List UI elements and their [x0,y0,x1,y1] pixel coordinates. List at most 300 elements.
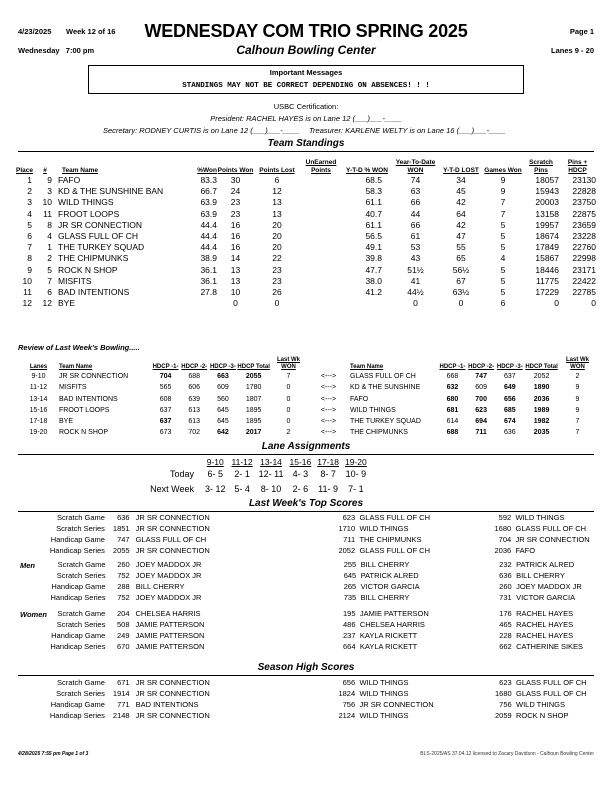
col-points-won: Points Won [217,167,254,174]
standings-cell-pins-hdcp: 23130 [572,175,596,185]
review-cell-opponent-name: FAFO [349,395,369,403]
review-col-vs [307,354,350,371]
review-col-g2-2: HDCP -2- [468,364,495,370]
review-cell-vs-arrow: <---> [320,395,337,403]
score-value-2: 623 [342,513,356,522]
review-cell-total: 2017 [245,429,262,437]
standings-cell-ytd-won: 43 [410,253,421,264]
score-value-1: 671 [117,678,130,687]
standings-cell-games-won: 5 [500,287,506,298]
review-cell-lanes: 19-20 [29,429,48,437]
score-value-3: 1680 [494,524,512,533]
standings-cell-team-number: 1 [47,242,52,253]
score-name-1: JOEY MADDOX JR [135,571,202,580]
standings-cell-pins-hdcp: 23750 [572,197,596,208]
score-value-2: 645 [343,571,357,580]
review-cell-vs-arrow: <---> [320,418,337,426]
standings-cell-scratch-pins: 13158 [535,208,559,219]
secretary-line: Secretary: RODNEY CURTIS is on Lane 12 (___)___-____ [103,126,300,135]
standings-cell-points-lost: 20 [272,231,282,242]
score-category: Scratch Game [56,678,105,687]
lane-assignment-matchup: 6- 5 [207,469,224,479]
score-value-1: 204 [117,609,130,618]
standings-cell-games-won: 6 [500,298,506,309]
standings-row [16,276,596,287]
review-col-g1-2: HDCP -1- [439,364,466,370]
standings-cell-points-won: 30 [230,175,241,185]
lane-assignment-label: Next Week [150,484,194,494]
score-value-3: 2059 [494,711,512,720]
standings-cell-ytd-lost: 42 [456,219,466,230]
standings-cell-games-won: 9 [500,175,506,185]
score-value-1: 771 [117,700,130,709]
score-category: Handicap Series [49,711,105,720]
standings-row [16,220,596,231]
score-row [18,592,612,603]
review-row [18,382,596,393]
review-cell-opponent-name: GLASS FULL OF CH [349,373,416,380]
score-value-2: 756 [342,700,356,709]
lane-assignment-matchup: 2- 1 [234,469,250,479]
standings-cell-pct-won: 38.9 [200,253,217,264]
standings-cell-pct-won: 36.1 [200,264,217,275]
lane-assignment-matchup: 10- 9 [345,469,367,479]
standings-cell-pct-won: 63.9 [200,208,217,219]
col-place: Place [16,167,33,174]
standings-cell-points-lost: 23 [272,264,282,275]
score-value-2: 237 [343,631,356,640]
score-row [18,677,612,688]
score-name-1: CHELSEA HARRIS [135,609,201,618]
league-title: WEDNESDAY COM TRIO SPRING 2025 [144,21,468,41]
standings-cell-ytd-won: 61 [410,231,421,242]
review-cell-opp-total: 1982 [533,418,550,426]
standings-cell-place: 12 [22,298,32,309]
standings-cell-pins-hdcp: 23659 [572,219,596,230]
lane-pair-header: 17-18 [317,457,339,467]
lane-assignment-matchup: 11- 9 [318,484,339,494]
review-col-total: HDCP Total [237,364,270,370]
review-cell-game-3: 642 [217,429,229,437]
standings-cell-pct-won: 66.7 [200,186,217,197]
score-name-3: FAFO [515,546,536,555]
score-value-2: 255 [343,560,357,569]
review-cell-opponent-name: THE CHIPMUNKS [349,429,408,437]
review-col-won-2: Last Wk WON [565,357,589,370]
standings-cell-ytd-pct: 61.1 [365,219,382,230]
standings-cell-scratch-pins: 15943 [535,186,559,197]
review-cell-opp-game-2: 694 [475,418,487,426]
messages-heading: Important Messages [269,68,343,77]
score-name-1: JR SR CONNECTION [135,513,210,522]
standings-cell-scratch-pins: 17229 [535,287,559,298]
standings-cell-ytd-pct: 39.8 [365,253,382,264]
standings-cell-games-won: 7 [500,197,506,208]
review-cell-team-name: BAD INTENTIONS [58,395,118,403]
standings-cell-pins-hdcp: 22760 [572,242,596,253]
score-value-1: 260 [117,560,130,569]
review-cell-opp-game-1: 681 [446,406,459,414]
score-name-1: GLASS FULL OF CH [135,535,207,544]
score-value-2: 265 [343,582,357,591]
score-value-2: 656 [342,678,356,687]
score-name-1: JAMIE PATTERSON [135,631,205,640]
standings-row [16,175,596,186]
review-cell-opponent-name: THE TURKEY SQUAD [349,418,421,426]
score-name-2: BILL CHERRY [360,593,410,602]
lane-assignment-matchup: 12- 11 [258,469,284,479]
standings-cell-points-lost: 20 [272,242,282,253]
standings-cell-unearned-points [300,209,342,220]
review-cell-lanes: 11-12 [29,384,48,392]
score-category: Handicap Series [49,546,105,555]
standings-cell-ytd-won: 74 [410,175,421,185]
review-table [18,354,596,439]
review-cell-opp-won: 9 [575,384,580,392]
review-cell-total: 2055 [245,373,262,380]
review-col-won: Last Wk WON [276,357,300,370]
top-scores-men-table [18,559,612,603]
standings-cell-unearned-points [300,287,342,298]
standings-cell-ytd-lost: 55 [456,242,466,253]
standings-row [16,197,596,208]
review-cell-game-2: 639 [188,395,201,403]
standings-cell-pins-hdcp: 22828 [572,186,596,197]
score-category: Scratch Series [56,689,105,698]
score-value-2: 195 [343,609,356,618]
standings-cell-games-won: 5 [500,231,506,242]
review-cell-opp-game-3: 685 [503,406,516,414]
score-value-1: 249 [117,631,130,640]
score-name-2: KAYLA RICKETT [359,642,418,651]
score-row [18,688,612,699]
score-name-2: GLASS FULL OF CH [359,513,431,522]
score-value-3: 176 [499,609,512,618]
score-category: Scratch Game [57,609,106,618]
standings-cell-ytd-won: 66 [410,197,421,208]
standings-cell-pct-won: 44.4 [200,231,217,242]
score-value-3: 232 [499,560,512,569]
review-cell-team-name: BYE [58,418,73,426]
standings-cell-ytd-pct: 68.5 [365,175,382,185]
lane-assignment-matchup: 8- 7 [320,469,336,479]
review-cell-opp-game-3: 656 [503,395,516,403]
standings-cell-unearned-points [300,197,342,208]
standings-cell-points-won: 13 [230,275,241,286]
lanes-range: Lanes 9 - 20 [551,46,594,55]
standings-cell-team-number: 8 [47,219,52,230]
lane-assignment-matchup: 5- 4 [234,484,250,494]
score-row [18,581,612,592]
review-cell-total: 1780 [245,384,262,392]
score-value-3: 2036 [494,546,512,555]
review-cell-won: 0 [286,384,291,392]
lane-pair-header: 9-10 [206,457,224,467]
score-name-2: PATRICK ALRED [360,571,419,580]
standings-cell-team-number: 5 [47,264,52,275]
score-name-3: RACHEL HAYES [516,631,574,640]
score-name-3: RACHEL HAYES [516,609,574,618]
score-name-2: WILD THINGS [359,524,409,533]
standings-cell-pins-hdcp: 23228 [572,231,596,242]
score-value-2: 664 [343,642,356,651]
score-value-1: 508 [117,620,130,629]
standings-cell-pins-hdcp: 22998 [572,253,596,264]
standings-cell-points-lost: 23 [272,275,282,286]
review-cell-opp-game-3: 636 [503,429,516,437]
review-cell-opp-game-1: 680 [446,395,459,403]
score-category: Handicap Game [50,535,105,544]
standings-cell-scratch-pins: 18057 [535,175,559,185]
score-name-3: JR SR CONNECTION [515,535,590,544]
standings-cell-scratch-pins: 11775 [535,275,559,286]
review-cell-opp-game-3: 649 [503,384,516,392]
review-cell-won: 0 [286,418,291,426]
review-cell-game-1: 637 [159,406,172,414]
standings-cell-pins-hdcp: 22422 [572,275,596,286]
score-category: Scratch Series [56,524,105,533]
score-name-3: GLASS FULL OF CH [515,524,587,533]
review-cell-lanes: 15-16 [29,406,48,414]
score-name-3: BILL CHERRY [516,571,565,580]
review-cell-team-name: MISFITS [58,384,87,392]
review-cell-team-name: ROCK N SHOP [58,429,108,437]
standings-cell-scratch-pins: 17849 [535,242,559,253]
standings-cell-place: 10 [22,275,32,286]
important-messages-box [88,65,524,94]
review-cell-lanes: 9-10 [31,373,46,380]
standings-cell-unearned-points [300,231,342,242]
treasurer-line: Treasurer: KARLENE WELTY is on Lane 16 (___)___-____ [309,126,506,135]
standings-cell-unearned-points [300,242,342,253]
standings-cell-place: 4 [27,208,32,219]
score-name-3: WILD THINGS [515,513,565,522]
score-category: Handicap Series [50,593,106,602]
review-cell-opp-won: 9 [575,406,580,414]
review-cell-won: 7 [286,373,291,380]
standings-cell-team-name: THE TURKEY SQUAD [58,242,145,253]
lane-assignment-matchup: 8- 10 [260,484,282,494]
standings-cell-points-won: 16 [230,242,241,253]
standings-cell-points-won: 10 [230,287,241,298]
standings-cell-team-name: JR SR CONNECTION [58,219,143,230]
standings-cell-scratch-pins: 0 [554,298,559,309]
review-cell-won: 0 [286,395,291,403]
score-name-1: JR SR CONNECTION [135,546,210,555]
standings-cell-pct-won: 63.9 [200,197,217,208]
standings-cell-team-name: BYE [58,298,76,309]
standings-cell-ytd-pct: 49.1 [365,242,382,253]
col-pins-hdcp: Pins + HDCP [567,159,588,174]
standings-cell-games-won: 5 [500,264,506,275]
review-cell-opp-game-1: 632 [446,384,459,392]
review-cell-opp-total: 1890 [533,384,550,392]
review-cell-opp-game-2: 747 [475,373,487,380]
standings-row [16,265,596,276]
lane-pair-header: 15-16 [289,457,312,467]
standings-cell-games-won: 9 [500,186,506,197]
score-value-1: 752 [117,593,130,602]
score-name-1: JR SR CONNECTION [135,524,210,533]
score-value-2: 711 [343,535,356,544]
standings-cell-place: 6 [27,231,32,242]
standings-cell-points-won: 23 [230,197,241,208]
certification-heading: USBC Certification: [273,102,339,111]
president-line: President: RACHEL HAYES is on Lane 12 (___)___-____ [210,114,402,123]
review-cell-game-2: 688 [188,373,201,380]
standings-cell-points-won: 24 [230,186,241,197]
score-value-1: 1851 [112,524,130,533]
score-value-3: 592 [498,513,512,522]
standings-cell-ytd-lost: 56½ [452,264,470,275]
score-value-2: 1824 [338,689,356,698]
score-value-3: 623 [499,678,512,687]
score-name-1: JAMIE PATTERSON [135,642,205,651]
score-name-2: WILD THINGS [359,711,409,720]
standings-cell-team-number: 11 [43,208,52,219]
standings-title: Team Standings [267,138,345,149]
score-name-2: GLASS FULL OF CH [359,546,431,555]
footer-license: BLS-2025/AS 37.04.12 licensed to Zacary Davidson - Calhoun Bowling Center [420,751,594,757]
review-cell-game-3: 663 [217,373,229,380]
lane-assignment-matchup: 2- 6 [292,484,309,494]
standings-cell-points-won: 23 [230,208,241,219]
score-row [18,559,612,570]
score-name-3: JOEY MADDOX JR [516,582,582,591]
review-col-g2: HDCP -2- [181,364,208,370]
score-name-2: THE CHIPMUNKS [359,535,422,544]
review-cell-vs-arrow: <---> [320,406,337,414]
review-cell-opp-game-3: 637 [503,373,516,380]
standings-cell-team-number: 6 [47,287,52,298]
standings-cell-team-name: GLASS FULL OF CH [58,231,138,242]
standings-cell-points-won: 16 [230,219,241,230]
review-row [18,394,596,405]
standings-cell-ytd-lost: 64 [456,208,466,219]
standings-cell-team-number: 12 [42,298,52,309]
standings-table [16,152,596,309]
review-cell-lanes: 17-18 [29,418,48,426]
standings-cell-points-lost: 26 [272,287,282,298]
standings-cell-points-lost: 6 [274,175,280,185]
standings-cell-ytd-pct: 40.7 [365,208,382,219]
standings-cell-unearned-points [300,298,342,309]
standings-cell-pins-hdcp: 23171 [572,264,596,275]
review-cell-total: 1895 [245,406,262,414]
season-high-title: Season High Scores [257,662,355,673]
standings-cell-team-number: 3 [47,186,52,197]
score-value-2: 735 [343,593,357,602]
standings-cell-place: 3 [27,197,32,208]
review-cell-opp-total: 2052 [533,373,550,380]
standings-cell-points-lost: 20 [272,219,282,230]
standings-cell-ytd-won: 53 [410,242,421,253]
score-name-2: BILL CHERRY [360,560,410,569]
standings-cell-points-won: 0 [233,298,238,309]
standings-cell-ytd-lost: 67 [456,275,466,286]
lane-assignment-row [140,482,370,497]
day-time: Wednesday 7:00 pm [18,46,95,55]
lane-assignment-row [140,467,370,482]
score-name-3: WILD THINGS [515,700,566,709]
lane-pair-header: 19-20 [344,457,367,467]
score-value-3: 704 [498,535,512,544]
review-cell-opponent-name: KD & THE SUNSHINE [349,384,421,392]
score-category: Handicap Game [51,631,106,640]
score-value-2: 2052 [338,546,356,555]
review-cell-game-1: 608 [159,395,172,403]
review-cell-vs-arrow: <---> [320,384,337,392]
score-name-3: GLASS FULL OF CH [515,678,587,687]
standings-cell-ytd-lost: 45 [456,186,466,197]
review-cell-team-name: FROOT LOOPS [58,406,110,414]
col-pct-won: %Won [197,167,217,174]
standings-cell-pct-won: 44.4 [200,219,217,230]
standings-cell-ytd-pct: 41.2 [365,287,382,298]
standings-cell-scratch-pins: 15867 [535,253,559,264]
review-cell-game-3: 645 [217,406,229,414]
top-scores-women-table [18,608,612,652]
score-row [18,570,612,581]
score-name-2: JAMIE PATTERSON [359,609,429,618]
score-name-1: JAMIE PATTERSON [135,620,205,629]
review-title: Review of Last Week's Bowling..... [18,343,140,352]
standings-row [16,298,596,309]
review-cell-game-1: 673 [159,429,172,437]
score-name-3: GLASS FULL OF CH [515,689,587,698]
lane-assignment-matchup: 3- 12 [205,484,226,494]
bowling-center-name: Calhoun Bowling Center [236,43,376,57]
review-col-g3-2: HDCP -3- [496,364,523,370]
lane-assignment-label: Today [169,469,194,479]
report-date: 4/23/2025 [18,27,52,36]
review-cell-opp-game-2: 609 [475,384,487,392]
review-cell-game-2: 613 [188,418,201,426]
standings-cell-ytd-won: 63 [410,186,421,197]
standings-cell-scratch-pins: 18674 [535,231,559,242]
standings-cell-games-won: 5 [500,275,506,286]
review-cell-game-2: 613 [188,406,201,414]
col-games-won: Games Won [484,167,522,174]
standings-cell-pct-won [167,298,217,309]
standings-row [16,287,596,298]
standings-cell-team-number: 9 [47,175,52,185]
col-scratch-pins: Scratch Pins [529,159,553,174]
score-name-3: CATHERINE SIKES [516,642,584,651]
standings-cell-ytd-pct: 58.3 [365,186,382,197]
standings-cell-place: 11 [23,287,32,298]
standings-cell-pct-won: 36.1 [200,275,217,286]
standings-cell-games-won: 5 [500,219,506,230]
review-col-g1: HDCP -1- [152,364,179,370]
review-col-team: Team Name [58,364,93,370]
standings-cell-unearned-points [300,186,342,197]
score-name-1: JOEY MADDOX JR [135,560,202,569]
review-cell-opp-won: 9 [575,395,580,403]
score-category: Scratch Series [56,571,106,580]
standings-cell-place: 5 [27,219,32,230]
standings-cell-team-name: THE CHIPMUNKS [58,253,129,264]
women-label: Women [20,610,47,619]
score-row [18,699,612,710]
score-name-2: KAYLA RICKETT [359,631,418,640]
top-scores-team-table [18,512,612,556]
standings-cell-place: 8 [27,253,32,264]
review-cell-game-3: 609 [217,384,229,392]
score-row [18,641,612,652]
standings-cell-team-number: 7 [47,275,52,286]
score-name-2: WILD THINGS [359,689,409,698]
